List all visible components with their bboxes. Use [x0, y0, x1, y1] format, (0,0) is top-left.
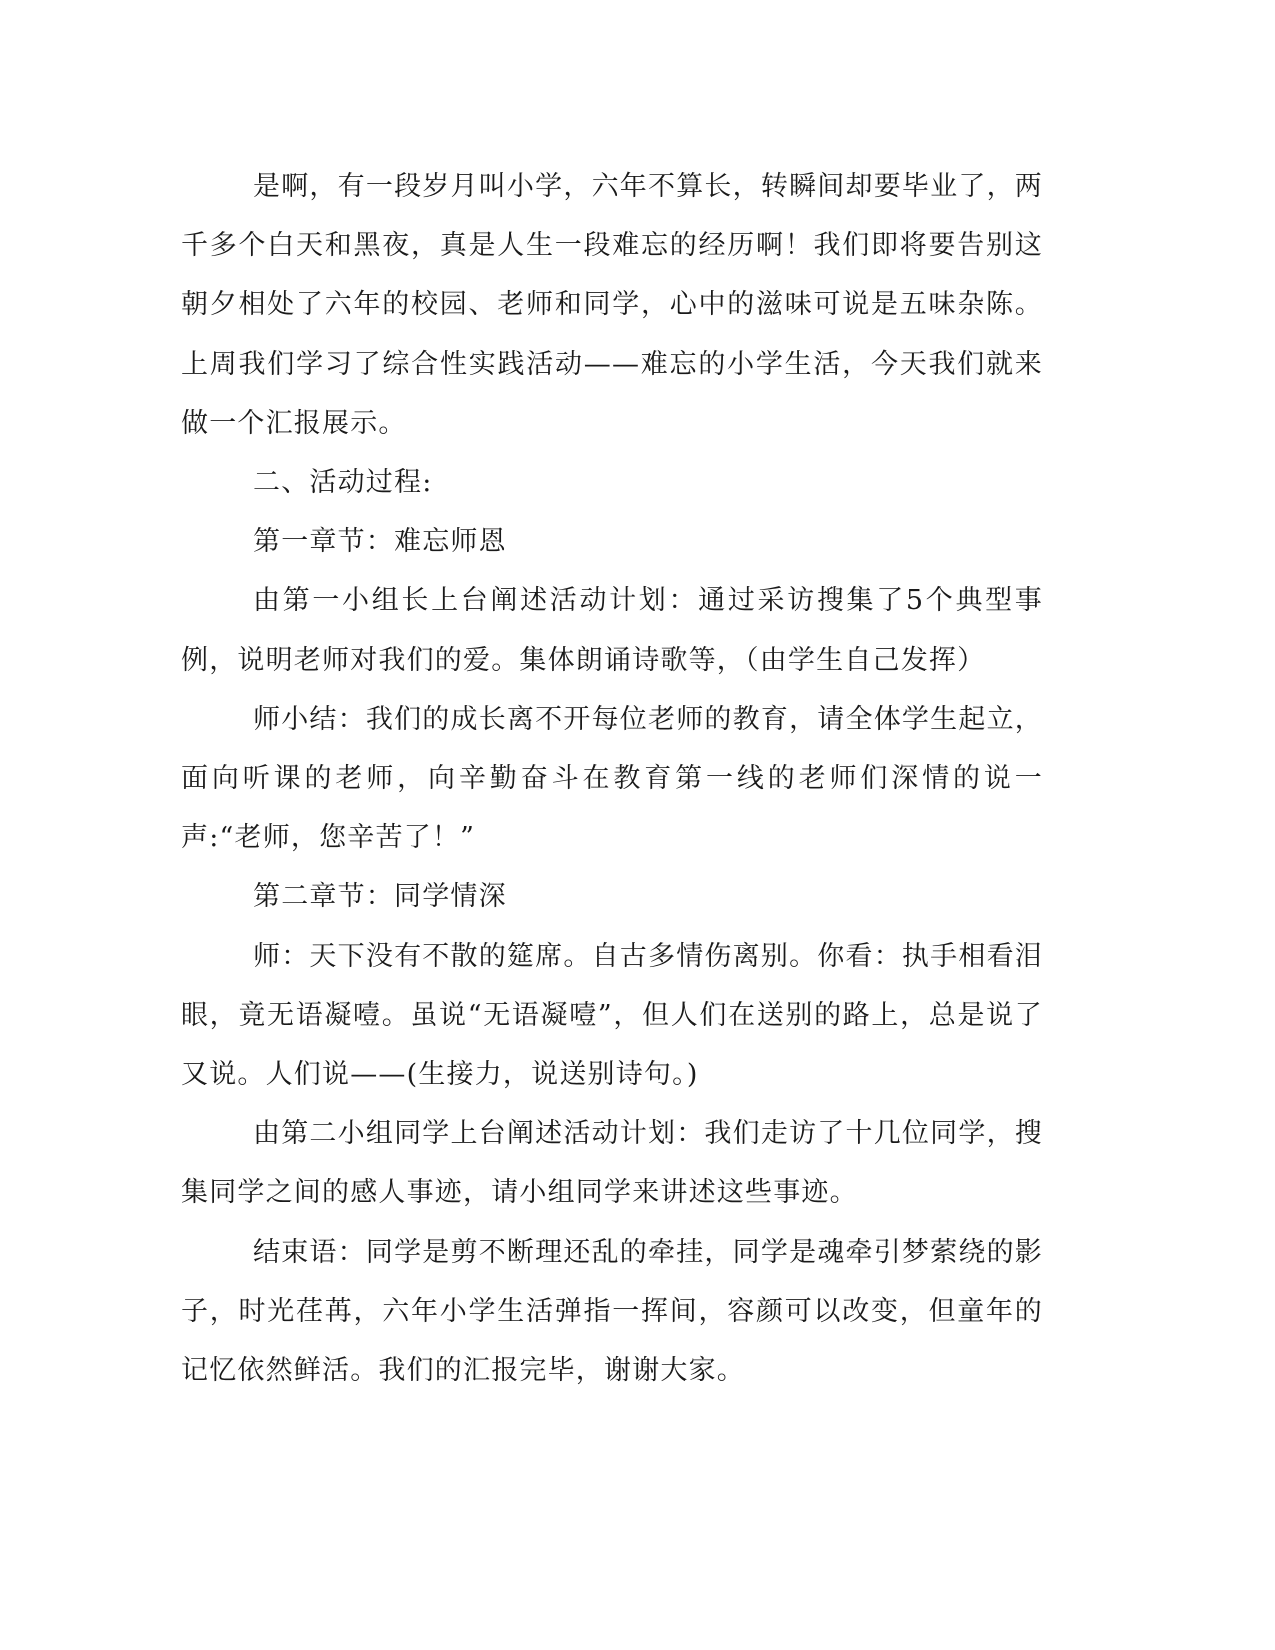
teacher-farewell-paragraph: 师：天下没有不散的筵席。自古多情伤离别。你看：执手相看泪眼，竟无语凝噎。虽说“无语凝噎”，但人们在送别的路上，总是说了又说。人们说——(生接力，说送别诗句。): [181, 940, 1043, 1091]
section-heading-activity-process: 二、活动过程:: [253, 467, 433, 499]
intro-paragraph: 是啊，有一段岁月叫小学，六年不算长，转瞬间却要毕业了，两千多个白天和黑夜，真是人生一段难忘的经历啊！我们即将要告别这朝夕相处了六年的校园、老师和同学，心中的滋味可说是五味杂陈。上周我们学习了综合性实践活动——难忘的小学生活，今天我们就来做一个汇报展示。: [181, 171, 1043, 439]
chapter-two-heading: 第二章节：同学情深: [253, 881, 507, 913]
group-one-plan-paragraph: 由第一小组长上台阐述活动计划：通过采访搜集了5个典型事例，说明老师对我们的爱。集体朗诵诗歌等，（由学生自己发挥）: [181, 585, 1043, 676]
chapter-one-heading: 第一章节：难忘师恩: [253, 526, 507, 558]
document-body: [181, 157, 1043, 1400]
teacher-summary-paragraph: 师小结：我们的成长离不开每位老师的教育，请全体学生起立，面向听课的老师，向辛勤奋斗在教育第一线的老师们深情的说一声:“老师，您辛苦了！”: [181, 703, 1043, 854]
closing-remarks-paragraph: 结束语：同学是剪不断理还乱的牵挂，同学是魂牵引梦萦绕的影子，时光荏苒，六年小学生活弹指一挥间，容颜可以改变，但童年的记忆依然鲜活。我们的汇报完毕，谢谢大家。: [181, 1236, 1043, 1387]
group-two-plan-paragraph: 由第二小组同学上台阐述活动计划：我们走访了十几位同学，搜集同学之间的感人事迹，请小组同学来讲述这些事迹。: [181, 1118, 1043, 1209]
